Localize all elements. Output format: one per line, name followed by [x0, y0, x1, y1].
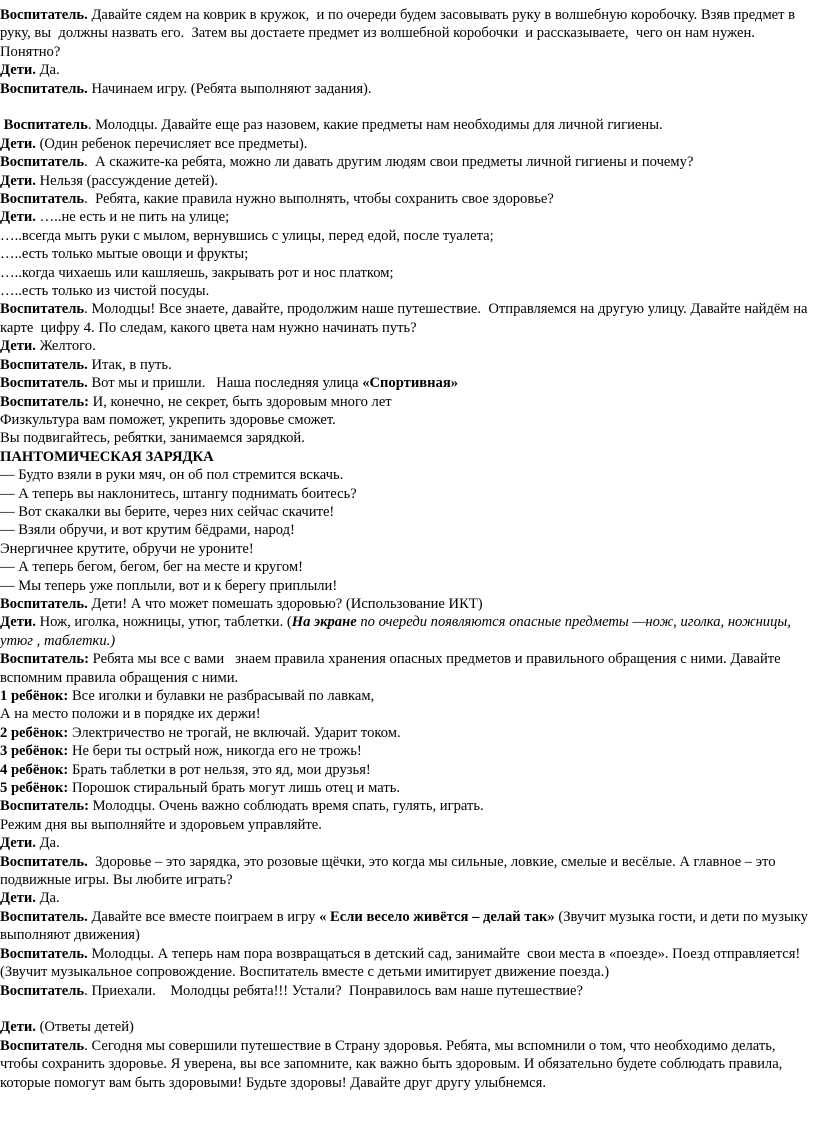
- paragraph: [0, 797, 808, 815]
- paragraph: [0, 6, 808, 61]
- paragraph: [0, 1018, 808, 1036]
- document-body: [0, 6, 812, 1092]
- text-run: — Будто взяли в руки мяч, он об пол стремится вскачь.: [0, 467, 344, 484]
- paragraph: [0, 1037, 808, 1092]
- text-run: Не бери ты острый нож, никогда его не трожь!: [68, 743, 362, 760]
- blank-line: [0, 98, 808, 116]
- speaker-label: Воспитатель: [0, 117, 88, 134]
- text-run: Ребята мы все с вами знаем правила хранения опасных предметов и правильного обращения с ними. Давайте вспомним правила обращения с ними.: [0, 651, 785, 686]
- paragraph: [0, 411, 808, 429]
- text-run: по очереди появляются опасные предметы —нож, иголка, ножницы, утюг , таблетки.): [0, 614, 795, 649]
- speaker-label: Дети.: [0, 614, 36, 631]
- paragraph: [0, 761, 808, 779]
- text-run: …..всегда мыть руки с мылом, вернувшись с улицы, перед едой, после туалета;: [0, 227, 494, 244]
- text-run: Электричество не трогай, не включай. Ударит током.: [68, 724, 401, 741]
- speaker-label: Дети.: [0, 835, 36, 852]
- paragraph: [0, 834, 808, 852]
- text-run: Давайте все вместе поиграем в игру: [87, 908, 320, 925]
- paragraph: [0, 466, 808, 484]
- text-run: — Мы теперь уже поплыли, вот и к берегу приплыли!: [0, 577, 338, 594]
- speaker-label: « Если весело живётся – делай так»: [319, 908, 555, 925]
- paragraph: [0, 687, 808, 705]
- speaker-label: Дети.: [0, 338, 36, 355]
- paragraph: [0, 945, 808, 982]
- paragraph: [0, 816, 808, 834]
- text-run: Вы подвигайтесь, ребятки, занимаемся зарядкой.: [0, 430, 305, 447]
- paragraph: [0, 742, 808, 760]
- speaker-label: Воспитатель.: [0, 375, 88, 392]
- speaker-label: Дети.: [0, 62, 36, 79]
- text-run: …..есть только мытые овощи и фрукты;: [0, 246, 249, 263]
- paragraph: [0, 650, 808, 687]
- text-run: Начинаем игру. (Ребята выполняют задания).: [87, 80, 372, 97]
- paragraph: [0, 245, 808, 263]
- speaker-label: Воспитатель:: [0, 393, 90, 410]
- text-run: Нельзя (рассуждение детей).: [35, 172, 218, 189]
- paragraph: [0, 540, 808, 558]
- speaker-label: Дети.: [0, 172, 36, 189]
- speaker-label: Дети.: [0, 1019, 36, 1036]
- text-run: . Приехали. Молодцы ребята!!! Устали? Понравилось вам наше путешествие?: [84, 982, 583, 999]
- text-run: Энергичнее крутите, обручи не уроните!: [0, 540, 254, 557]
- speaker-label: Дети.: [0, 135, 36, 152]
- text-run: Желтого.: [35, 338, 96, 355]
- speaker-label: 3 ребёнок:: [0, 743, 69, 760]
- text-run: Все иголки и булавки не разбрасывай по лавкам,: [68, 688, 375, 705]
- text-run: Да.: [35, 835, 60, 852]
- paragraph: [0, 577, 808, 595]
- speaker-label: Воспитатель.: [0, 7, 88, 23]
- text-run: . Молодцы. Давайте еще раз назовем, какие предметы нам необходимы для личной гигиены.: [87, 117, 663, 134]
- paragraph: [0, 853, 808, 890]
- text-run: …..не есть и не пить на улице;: [35, 209, 230, 226]
- paragraph: [0, 393, 808, 411]
- paragraph: [0, 282, 808, 300]
- text-run: …..когда чихаешь или кашляешь, закрывать рот и нос платком;: [0, 264, 394, 281]
- paragraph: [0, 595, 808, 613]
- paragraph: [0, 724, 808, 742]
- text-run: Режим дня вы выполняйте и здоровьем управляйте.: [0, 816, 322, 833]
- text-run: И, конечно, не секрет, быть здоровым много лет: [89, 393, 392, 410]
- paragraph: [0, 61, 808, 79]
- text-run: Здоровье – это зарядка, это розовые щёчки, это когда мы сильные, ловкие, смелые и весёлые. А главное – это подвижные игры. Вы любите играть?: [0, 853, 780, 889]
- speaker-label: Воспитатель: [0, 982, 85, 999]
- text-run: . Сегодня мы совершили путешествие в Страну здоровья. Ребята, мы вспомнили о том, что необходимо делать, чтобы сохранить здоровье. Я уверена, вы все запомните, как важно быть здоровым. И обязательно будете соблюдать правила, которые помогут вам быть здоровыми! Будьте здоровы! Давайте друг другу улыбнемся.: [0, 1037, 786, 1091]
- paragraph: [0, 300, 812, 337]
- paragraph: [0, 889, 808, 907]
- speaker-label: «Спортивная»: [362, 375, 459, 392]
- paragraph: [0, 337, 808, 355]
- paragraph: [0, 374, 808, 392]
- text-run: Вот мы и пришли. Наша последняя улица: [87, 375, 363, 392]
- speaker-label: Воспитатель: [0, 191, 85, 208]
- speaker-label: 2 ребёнок:: [0, 724, 69, 741]
- paragraph: [0, 448, 808, 466]
- text-run: …..есть только из чистой посуды.: [0, 283, 210, 300]
- blank-line: [0, 1000, 808, 1018]
- text-run: Физкультура вам поможет, укрепить здоровье сможет.: [0, 411, 336, 428]
- speaker-label: Воспитатель.: [0, 945, 88, 962]
- paragraph: [0, 264, 808, 282]
- speaker-label: Воспитатель.: [0, 853, 88, 870]
- paragraph: [0, 705, 808, 723]
- text-run: Брать таблетки в рот нельзя, это яд, мои друзья!: [68, 761, 371, 778]
- text-run: — Вот скакалки вы берите, через них сейчас скачите!: [0, 503, 335, 520]
- text-run: Да.: [35, 62, 60, 79]
- text-run: Нож, иголка, ножницы, утюг, таблетки. (: [35, 614, 292, 631]
- text-run: Да.: [35, 890, 60, 907]
- paragraph: [0, 908, 812, 945]
- text-run: Молодцы. А теперь нам пора возвращаться в детский сад, занимайте свои места в «поезде». Поезд отправляется! (Звучит музыкальное сопровождение. Воспитатель вместе с детьми имитирует движение поезда.): [0, 945, 804, 981]
- speaker-label: На экране: [291, 614, 357, 631]
- paragraph: [0, 172, 808, 190]
- paragraph: [0, 227, 808, 245]
- text-run: . Молодцы! Все знаете, давайте, продолжим наше путешествие. Отправляемся на другую улицу. Давайте найдём на карте цифру 4. По следам, какого цвета нам нужно начинать путь?: [0, 301, 812, 336]
- text-run: А на место положи и в порядке их держи!: [0, 706, 261, 723]
- speaker-label: Воспитатель: [0, 154, 85, 171]
- speaker-label: 5 ребёнок:: [0, 780, 69, 797]
- paragraph: [0, 982, 808, 1000]
- paragraph: [0, 503, 808, 521]
- paragraph: [0, 208, 808, 226]
- paragraph: [0, 521, 808, 539]
- text-run: — А теперь вы наклонитесь, штангу поднимать боитесь?: [0, 485, 357, 502]
- paragraph: [0, 135, 808, 153]
- paragraph: [0, 80, 808, 98]
- paragraph: [0, 356, 808, 374]
- speaker-label: Дети.: [0, 209, 36, 226]
- speaker-label: ПАНТОМИЧЕСКАЯ ЗАРЯДКА: [0, 448, 214, 465]
- paragraph: [0, 558, 808, 576]
- text-run: — А теперь бегом, бегом, бег на месте и кругом!: [0, 559, 303, 576]
- speaker-label: 1 ребёнок:: [0, 688, 69, 705]
- speaker-label: Воспитатель.: [0, 80, 88, 97]
- text-run: (Один ребенок перечисляет все предметы).: [35, 135, 308, 152]
- paragraph: [0, 153, 808, 171]
- text-run: Порошок стиральный брать могут лишь отец и мать.: [68, 780, 400, 797]
- speaker-label: Воспитатель: [0, 1037, 85, 1054]
- paragraph: [0, 485, 808, 503]
- speaker-label: 4 ребёнок:: [0, 761, 69, 778]
- text-run: — Взяли обручи, и вот крутим бёдрами, народ!: [0, 522, 295, 539]
- text-run: Молодцы. Очень важно соблюдать время спать, гулять, играть.: [89, 798, 484, 815]
- paragraph: [0, 190, 808, 208]
- speaker-label: Воспитатель:: [0, 651, 90, 668]
- text-run: (Ответы детей): [35, 1019, 134, 1036]
- paragraph: [0, 429, 808, 447]
- paragraph: [0, 779, 808, 797]
- text-run: . Ребята, какие правила нужно выполнять, чтобы сохранить свое здоровье?: [84, 191, 554, 208]
- text-run: (Звучит музыка гости, и дети по музыку выполняют движения): [0, 908, 812, 944]
- speaker-label: Воспитатель.: [0, 356, 88, 373]
- text-run: Дети! А что может помешать здоровью? (Использование ИКТ): [87, 595, 483, 612]
- speaker-label: Воспитатель:: [0, 798, 90, 815]
- text-run: . А скажите-ка ребята, можно ли давать другим людям свои предметы личной гигиены и почему?: [84, 154, 694, 171]
- paragraph: [0, 613, 808, 650]
- speaker-label: Дети.: [0, 890, 36, 907]
- speaker-label: Воспитатель.: [0, 908, 88, 925]
- speaker-label: Воспитатель.: [0, 595, 88, 612]
- text-run: Давайте сядем на коврик в кружок, и по очереди будем засовывать руку в волшебную коробочку. Взяв предмет в руку, вы должны назвать его. Затем вы достаете предмет из волшебной коробочки и рассказываете, чего он нам нужен. Понятно?: [0, 7, 799, 60]
- text-run: Итак, в путь.: [87, 356, 172, 373]
- speaker-label: Воспитатель: [0, 301, 85, 318]
- paragraph: [0, 116, 808, 134]
